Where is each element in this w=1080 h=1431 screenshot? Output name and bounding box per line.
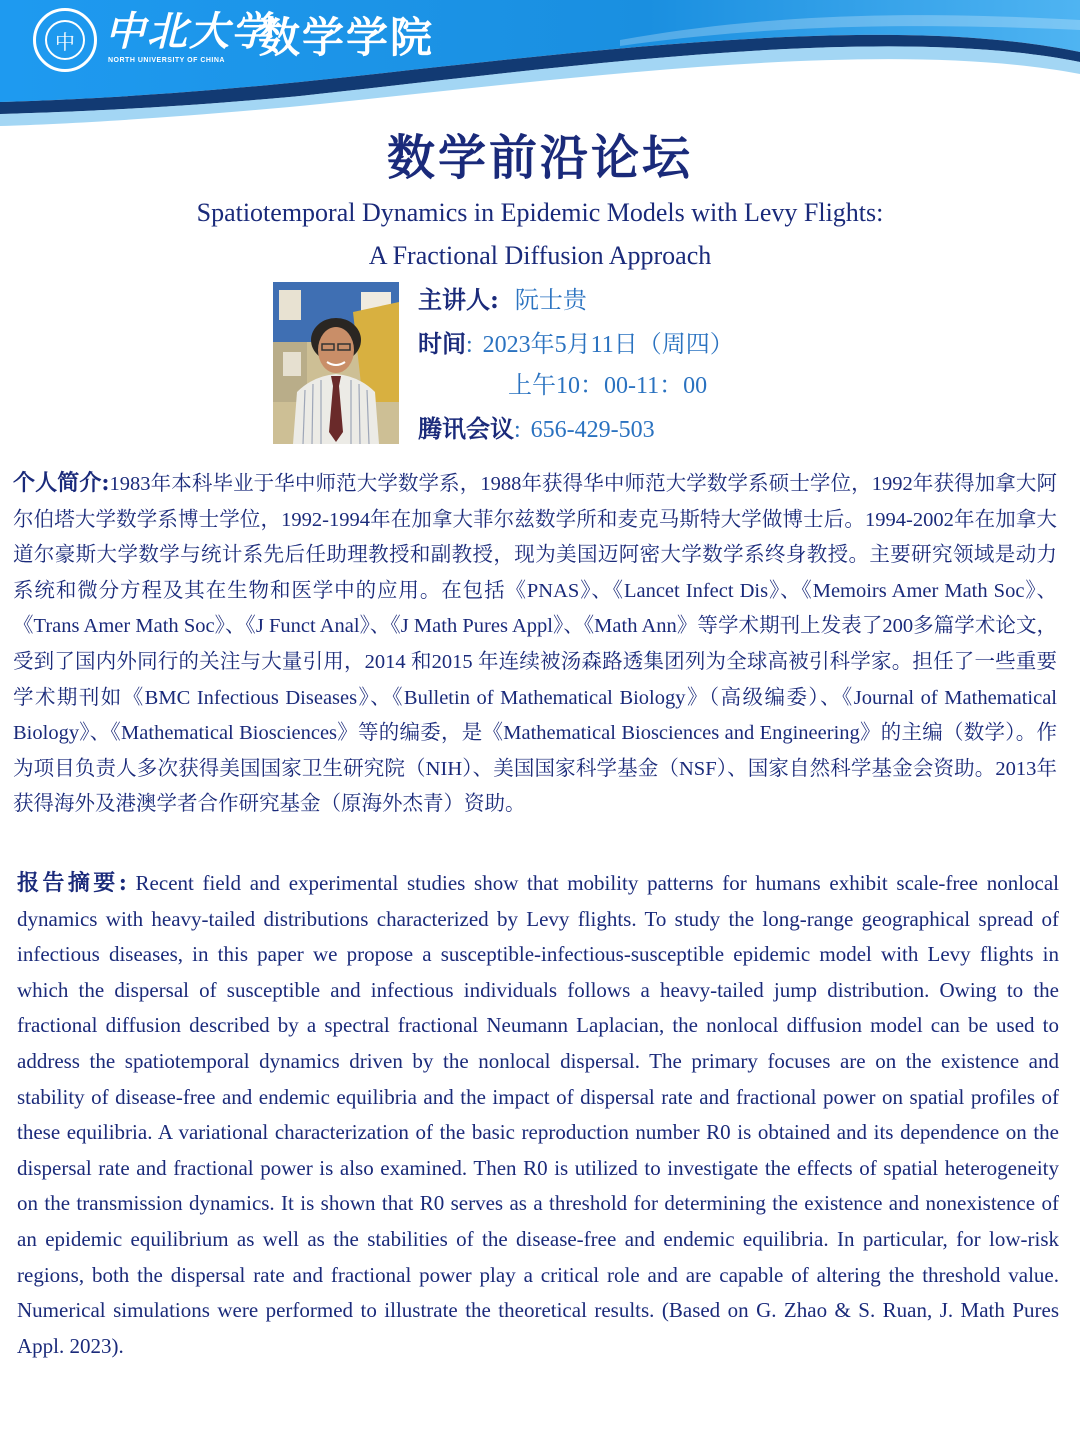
meeting-row (418, 413, 655, 446)
abstract-label: 报告摘要: (17, 870, 127, 896)
talk-title-line2: A Fractional Diffusion Approach (368, 241, 712, 270)
forum-title: 数学前沿论坛 (386, 130, 693, 186)
meeting-id: 656-429-503 (530, 417, 655, 443)
speaker-name: 阮士贵 (514, 288, 587, 314)
meeting-separator: : (514, 417, 521, 443)
talk-hours-text: 上午10：00-11：00 (508, 373, 708, 399)
university-name-en: NORTH UNIVERSITY OF CHINA (108, 57, 225, 64)
university-seal-logo (33, 8, 97, 72)
speaker-bio (13, 466, 1057, 823)
university-seal-glyph: 中 (45, 20, 85, 60)
talk-hours (508, 370, 707, 402)
speaker-row (418, 284, 587, 317)
university-name: 中北大学 (105, 8, 273, 55)
bio-text: 1983年本科毕业于华中师范大学数学系，1988年获得华中师范大学数学系硕士学位，1992年获得加拿大阿尔伯塔大学数学系博士学位，1992-1994年在加拿大菲尔兹数学所和麦克马斯特大学做博士后。1994-2002年在加拿大道尔豪斯大学数学与统计系先后任助理教授和副教授，现为美国迈阿密大学数学系终身教授。主要研究领域是动力系统和微分方程及其在生物和医学中的应用。在包括《PNAS》、《Lancet Infect Dis》、《Memoirs Amer Math Soc》、《Trans Amer Math Soc》、《J Funct Anal》、《J Math Pures Appl》、《Math Ann》等学术期刊上发表了200多篇学术论文，受到了国内外同行的关注与大量引用，2014 和2015 年连续被汤森路透集团列为全球高被引科学家。担任了一些重要学术期刊如《BMC Infectious Diseases》、《Bulletin of Mathematical Biology》（高级编委）、《Journal of Mathematical Biology》、《Mathematical Biosciences》等的编委，是《Mathematical Biosciences and Engineering》的主编（数学）。作为项目负责人多次获得美国国家卫生研究院（NIH）、美国国家科学基金（NSF）、国家自然科学基金会资助。2013年获得海外及港澳学者合作研究基金（原海外杰青）资助。 (13, 473, 1057, 816)
time-row (418, 328, 734, 361)
bio-label: 个人简介: (13, 470, 110, 496)
header-banner (0, 0, 1080, 130)
speaker-photo (273, 282, 399, 444)
talk-title-line1: Spatiotemporal Dynamics in Epidemic Models with Levy Flights: (196, 198, 884, 227)
talk-abstract (17, 866, 1059, 1364)
meeting-label: 腾讯会议 (418, 414, 514, 443)
time-separator: : (466, 332, 473, 358)
speaker-label: 主讲人: (418, 285, 499, 314)
school-name: 数学学院 (258, 13, 435, 62)
abstract-text: Recent field and experimental studies show that mobility patterns for humans exhibit scale-free nonlocal dynamics with heavy-tailed distributions characterized by Levy flights. To study the long-range geographical spread of infectious diseases, in this paper we propose a susceptible-infectious-susceptible epidemic model with Levy flights in which the dispersal of susceptible and infectious individuals follows a heavy-tailed jump distribution. Owing to the fractional diffusion described by a spectral fractional Neumann Laplacian, the nonlocal diffusion model can be used to address the spatiotemporal dynamics driven by the nonlocal dispersal. The primary focuses are on the existence and stability of disease-free and endemic equilibria and the impact of dispersal rate and fractional power on spatial profiles of these equilibria. A variational characterization of the basic reproduction number R0 is obtained and its dependence on the dispersal rate and fractional power is also examined. Then R0 is utilized to investigate the effects of spatial heterogeneity on the transmission dynamics. It is shown that R0 serves as a threshold for determining the existence and nonexistence of an epidemic equilibrium as well as the stabilities of the disease-free and endemic equilibria. In particular, for low-risk regions, both the dispersal rate and fractional power play a critical role and are capable of altering the threshold value. Numerical simulations were performed to illustrate the theoretical results. (Based on G. Zhao & S. Ruan, J. Math Pures Appl. 2023). (17, 871, 1059, 1358)
talk-date: 2023年5月11日（周四） (482, 332, 734, 358)
time-label: 时间 (418, 329, 466, 358)
